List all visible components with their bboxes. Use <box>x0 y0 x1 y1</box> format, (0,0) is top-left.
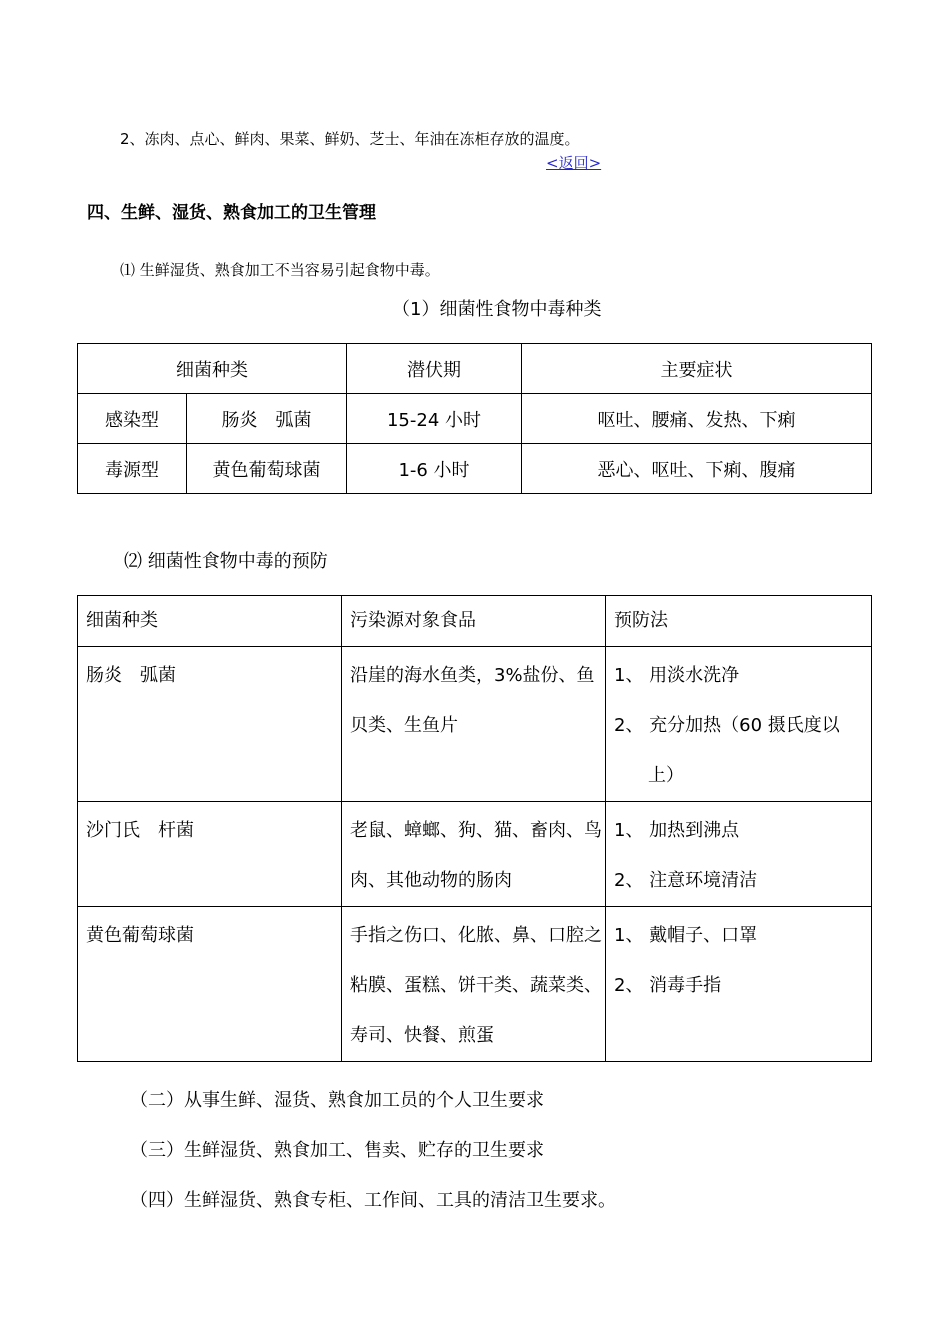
bacteria-types-table <box>77 343 872 494</box>
header-incubation: 潜伏期 <box>347 344 522 394</box>
top-note: 2、冻肉、点心、鲜肉、果菜、鲜奶、芝士、年油在冻柜存放的温度。 <box>120 130 580 148</box>
cell-symptoms: 恶心、呕吐、下痢、腹痛 <box>522 444 872 494</box>
prevention-line: 2、 充分加热（60 摄氏度以 <box>614 715 840 736</box>
header-symptoms: 主要症状 <box>522 344 872 394</box>
cell-incubation: 1-6 小时 <box>347 444 522 494</box>
table-row <box>78 444 872 494</box>
cell-incubation: 15-24 小时 <box>347 394 522 444</box>
item-processing-hygiene: （三）生鲜湿货、熟食加工、售卖、贮存的卫生要求 <box>130 1140 544 1161</box>
source-line: 老鼠、蟑螂、狗、猫、畜肉、鸟 <box>350 820 602 841</box>
item-cleaning-hygiene: （四）生鲜湿货、熟食专柜、工作间、工具的清洁卫生要求。 <box>130 1190 616 1211</box>
table-header-row <box>78 596 872 647</box>
source-line: 手指之伤口、化脓、鼻、口腔之 <box>350 925 602 946</box>
cell-symptoms: 呕吐、腰痛、发热、下痢 <box>522 394 872 444</box>
table-row <box>78 394 872 444</box>
table-header-row <box>78 344 872 394</box>
intro-text: ⑴ 生鲜湿货、熟食加工不当容易引起食物中毒。 <box>120 261 440 279</box>
cell-bacteria: 肠炎 弧菌 <box>78 647 342 802</box>
table-row <box>78 647 872 802</box>
table-row <box>78 907 872 1062</box>
cell-type: 毒源型 <box>78 444 187 494</box>
source-line: 沿崖的海水鱼类，3%盐份、鱼 <box>350 665 595 686</box>
prevention-line: 上） <box>648 765 684 786</box>
header-bacteria: 细菌种类 <box>78 344 347 394</box>
table1-caption: （1）细菌性食物中毒种类 <box>392 299 602 320</box>
cell-bacteria: 黄色葡萄球菌 <box>78 907 342 1062</box>
cell-bacteria: 肠炎 弧菌 <box>187 394 347 444</box>
item-personal-hygiene: （二）从事生鲜、湿货、熟食加工员的个人卫生要求 <box>130 1090 544 1111</box>
table2-caption: ⑵ 细菌性食物中毒的预防 <box>124 551 328 572</box>
header-prevention: 预防法 <box>606 596 872 647</box>
prevention-line: 2、 消毒手指 <box>614 975 722 996</box>
cell-prevention <box>606 802 872 907</box>
return-link[interactable]: <返回> <box>546 154 602 172</box>
cell-sources <box>342 802 606 907</box>
cell-bacteria: 黄色葡萄球菌 <box>187 444 347 494</box>
source-line: 肉、其他动物的肠肉 <box>350 870 512 891</box>
section-heading: 四、生鲜、湿货、熟食加工的卫生管理 <box>87 203 376 223</box>
prevention-line: 2、 注意环境清洁 <box>614 870 758 891</box>
cell-type: 感染型 <box>78 394 187 444</box>
cell-sources <box>342 647 606 802</box>
source-line: 寿司、快餐、煎蛋 <box>350 1025 494 1046</box>
source-line: 贝类、生鱼片 <box>350 715 458 736</box>
prevention-line: 1、 用淡水洗净 <box>614 665 740 686</box>
cell-prevention <box>606 647 872 802</box>
prevention-line: 1、 加热到沸点 <box>614 820 740 841</box>
table-row <box>78 802 872 907</box>
prevention-table <box>77 595 872 1062</box>
prevention-line: 1、 戴帽子、口罩 <box>614 925 758 946</box>
header-bacteria: 细菌种类 <box>78 596 342 647</box>
source-line: 粘膜、蛋糕、饼干类、蔬菜类、 <box>350 975 602 996</box>
cell-prevention <box>606 907 872 1062</box>
cell-sources <box>342 907 606 1062</box>
header-sources: 污染源对象食品 <box>342 596 606 647</box>
cell-bacteria: 沙门氏 杆菌 <box>78 802 342 907</box>
